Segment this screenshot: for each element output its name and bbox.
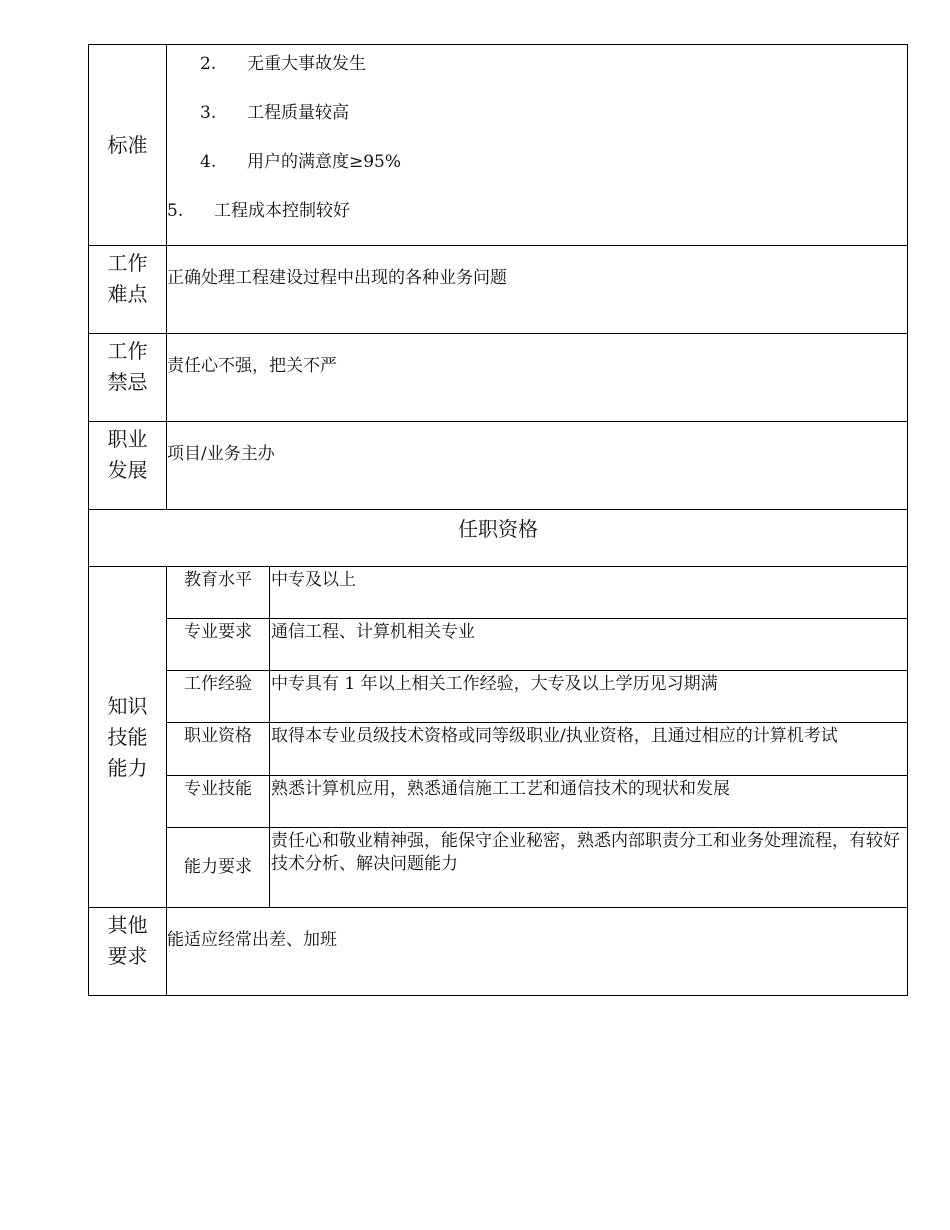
other-row (89, 908, 908, 996)
education-label: 教育水平 (167, 567, 270, 619)
certification-value: 取得本专业员级技术资格或同等级职业/执业资格，且通过相应的计算机考试 (270, 723, 908, 776)
difficulty-row (89, 246, 908, 334)
experience-value: 中专具有 1 年以上相关工作经验，大专及以上学历见习期满 (270, 671, 908, 723)
other-text: 能适应经常出差、加班 (167, 908, 908, 996)
standards-list (167, 45, 907, 245)
standard-item: 2. 无重大事故发生 (200, 54, 366, 74)
standards-label: 标准 (89, 45, 167, 246)
taboo-row (89, 334, 908, 422)
job-description-table (88, 44, 908, 996)
standard-item: 5. 工程成本控制较好 (167, 201, 350, 221)
career-label: 职业 发展 (89, 422, 167, 510)
education-value: 中专及以上 (270, 567, 908, 619)
difficulty-label: 工作 难点 (89, 246, 167, 334)
major-value: 通信工程、计算机相关专业 (270, 619, 908, 671)
qualifications-title-row (89, 510, 908, 567)
other-label: 其他 要求 (89, 908, 167, 996)
knowledge-row (89, 671, 908, 723)
knowledge-row (89, 619, 908, 671)
knowledge-label: 知识 技能 能力 (89, 567, 167, 908)
skills-value: 熟悉计算机应用，熟悉通信施工工艺和通信技术的现状和发展 (270, 776, 908, 828)
taboo-label: 工作 禁忌 (89, 334, 167, 422)
knowledge-row (89, 828, 908, 908)
standards-content (167, 45, 908, 246)
ability-label: 能力要求 (167, 828, 270, 908)
major-label: 专业要求 (167, 619, 270, 671)
career-text: 项目/业务主办 (167, 422, 908, 510)
standard-item: 3. 工程质量较高 (200, 103, 349, 123)
knowledge-row (89, 723, 908, 776)
knowledge-row (89, 567, 908, 619)
skills-label: 专业技能 (167, 776, 270, 828)
standards-row (89, 45, 908, 246)
certification-label: 职业资格 (167, 723, 270, 776)
ability-value: 责任心和敬业精神强，能保守企业秘密，熟悉内部职责分工和业务处理流程，有较好技术分析、解决问题能力 (270, 828, 908, 908)
knowledge-row (89, 776, 908, 828)
experience-label: 工作经验 (167, 671, 270, 723)
standard-item: 4. 用户的满意度≥95% (200, 152, 402, 172)
taboo-text: 责任心不强，把关不严 (167, 334, 908, 422)
qualifications-title: 任职资格 (89, 510, 908, 567)
career-row (89, 422, 908, 510)
difficulty-text: 正确处理工程建设过程中出现的各种业务问题 (167, 246, 908, 334)
